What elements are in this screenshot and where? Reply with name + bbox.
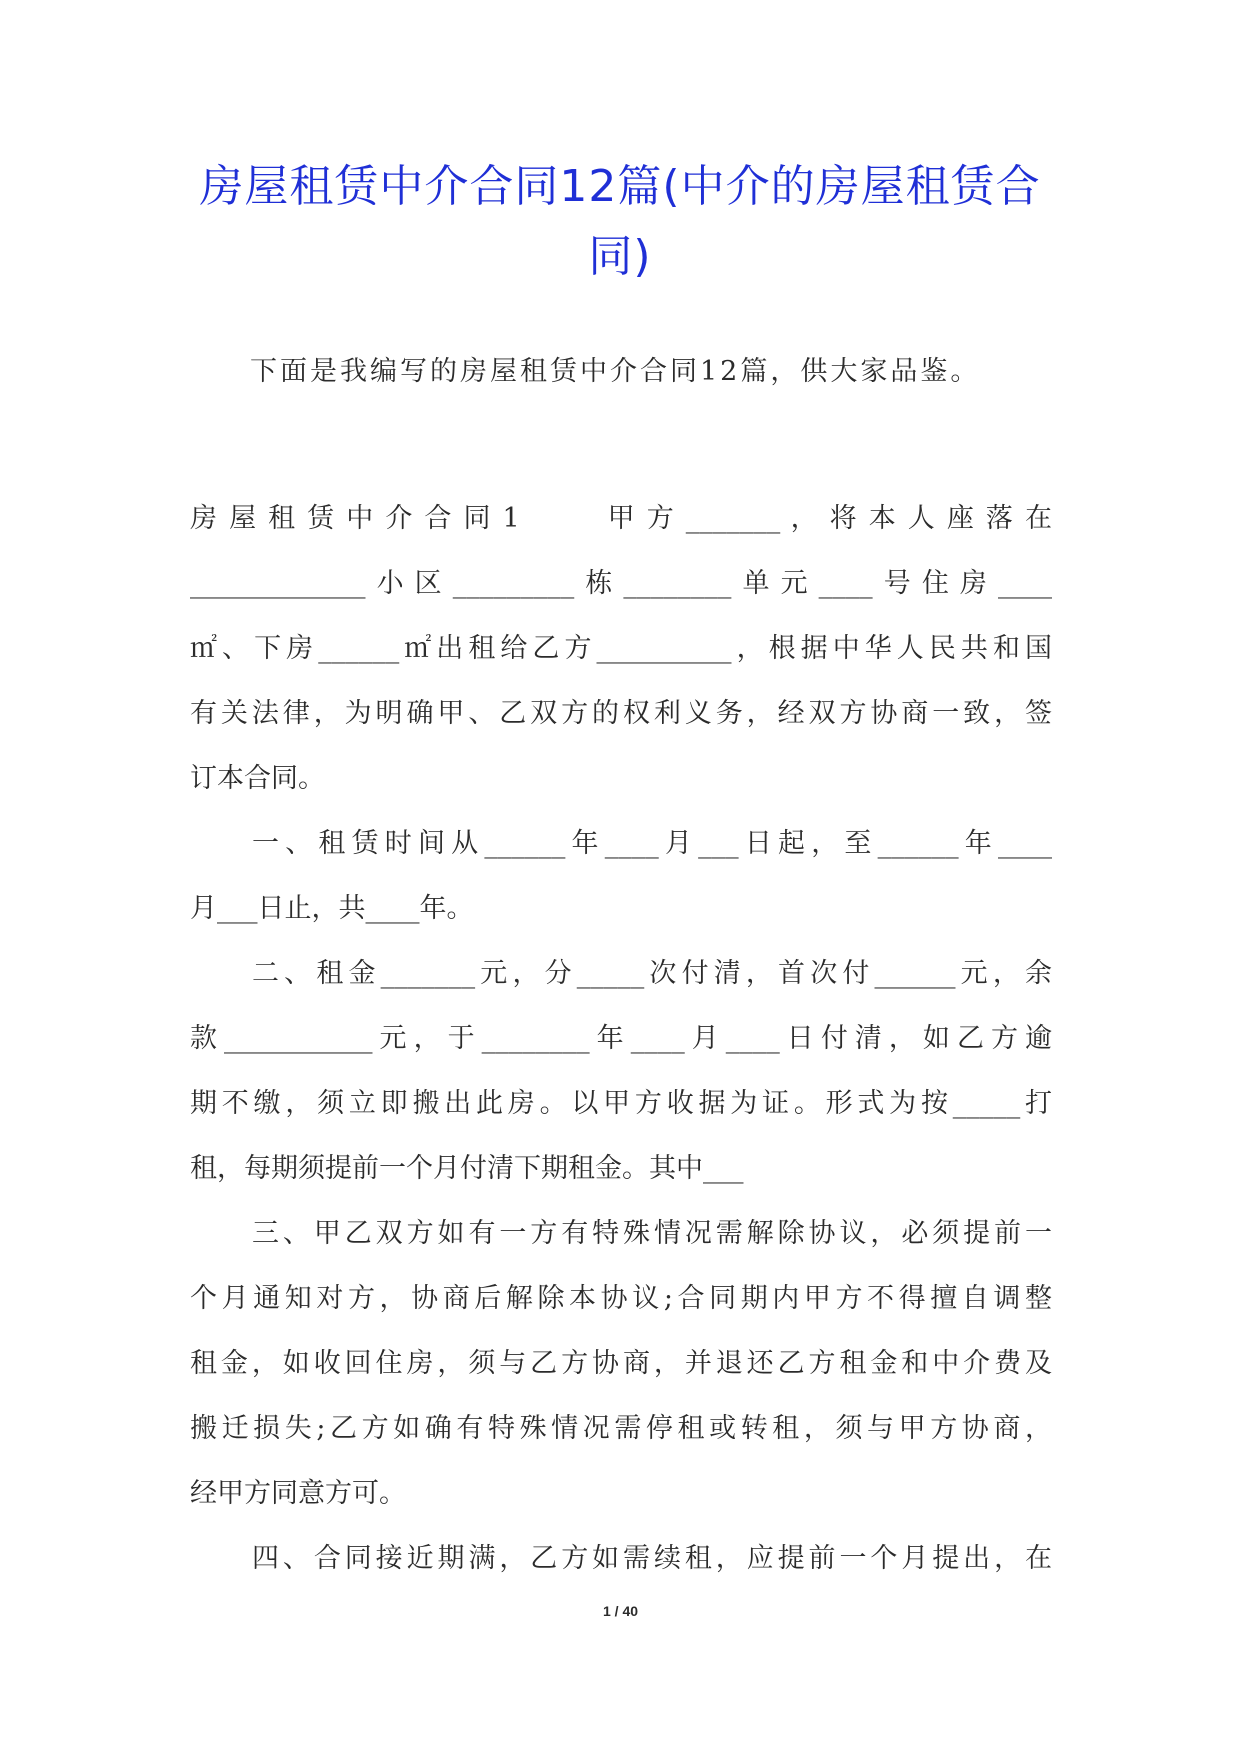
body-line: 经甲方同意方可。	[190, 1478, 406, 1509]
page-number: 1 / 40	[602, 1603, 639, 1619]
body-line: ㎡、下房______㎡出租给乙方__________，根据中华人民共和国	[190, 633, 1052, 664]
body-line: 二、租金_______元，分_____次付清，首次付______元，余	[252, 958, 1052, 989]
document-title-line-1: 房屋租赁中介合同12篇(中介的房屋租赁合	[199, 161, 1041, 212]
body-line: 一、租赁时间从______年____月___日起，至______年____	[252, 828, 1052, 859]
body-line: 款___________元，于________年____月____日付清，如乙方逾	[190, 1023, 1052, 1054]
body-line: 订本合同。	[190, 763, 325, 794]
body-line: 租金，如收回住房，须与乙方协商，并退还乙方租金和中介费及	[190, 1348, 1052, 1379]
body-line: 搬迁损失;乙方如确有特殊情况需停租或转租，须与甲方协商，	[190, 1413, 1052, 1444]
body-line: 月___日止，共____年。	[190, 893, 474, 924]
body-line: 有关法律，为明确甲、乙双方的权利义务，经双方协商一致，签	[190, 698, 1052, 729]
document-title	[180, 152, 1060, 292]
body-line: 四、合同接近期满，乙方如需续租，应提前一个月提出，在	[252, 1543, 1052, 1574]
body-line: _____________小区_________栋________单元____号住房____	[190, 568, 1052, 599]
body-line: 个月通知对方，协商后解除本协议;合同期内甲方不得擅自调整	[190, 1283, 1052, 1314]
intro-paragraph: 下面是我编写的房屋租赁中介合同12篇，供大家品鉴。	[250, 356, 981, 387]
contract-body	[190, 486, 1052, 1591]
body-line: 三、甲乙双方如有一方有特殊情况需解除协议，必须提前一	[252, 1218, 1052, 1249]
body-line: 期不缴，须立即搬出此房。以甲方收据为证。形式为按_____打	[190, 1088, 1052, 1119]
body-line: 租，每期须提前一个月付清下期租金。其中___	[190, 1153, 744, 1184]
document-title-line-2: 同)	[588, 231, 652, 282]
body-line: 房 屋 租 赁 中 介 合 同 1 甲 方 _______ ， 将 本 人 座 落 在	[190, 503, 1052, 534]
